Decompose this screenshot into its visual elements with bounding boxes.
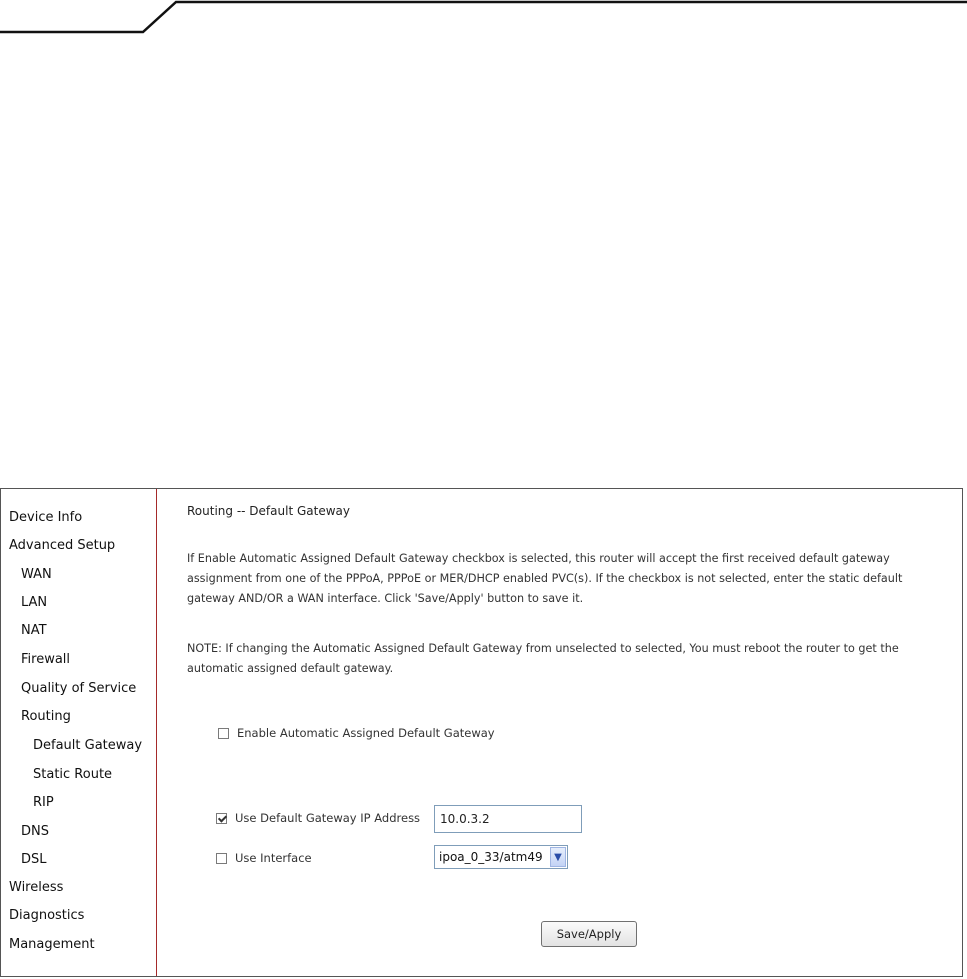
sidebar-item-firewall[interactable]: Firewall — [21, 652, 71, 667]
note-text — [187, 639, 962, 679]
note-line: NOTE: If changing the Automatic Assigned Default Gateway from unselected to selected, You must reboot the router to get the — [187, 642, 899, 655]
sidebar-item-nat[interactable]: NAT — [21, 623, 47, 638]
sidebar-item-lan[interactable]: LAN — [21, 595, 48, 610]
interface-select-value: ipoa_0_33/atm49 — [439, 850, 543, 864]
auto-gateway-checkbox[interactable] — [218, 728, 229, 739]
description-line: If Enable Automatic Assigned Default Gateway checkbox is selected, this router will accept the first received default gateway — [187, 552, 890, 565]
header-decoration — [0, 0, 967, 40]
interface-checkbox[interactable] — [216, 853, 227, 864]
auto-gateway-row — [218, 726, 495, 740]
sidebar-item-rip[interactable]: RIP — [33, 795, 54, 810]
gateway-ip-input[interactable] — [434, 805, 582, 833]
save-apply-button[interactable]: Save/Apply — [541, 921, 637, 947]
interface-select[interactable] — [434, 845, 568, 869]
interface-label: Use Interface — [235, 851, 312, 865]
auto-gateway-label: Enable Automatic Assigned Default Gateway — [237, 726, 495, 740]
sidebar-item-management[interactable]: Management — [9, 937, 95, 952]
sidebar-item-advanced-setup[interactable]: Advanced Setup — [9, 538, 116, 553]
sidebar-item-wireless[interactable]: Wireless — [9, 880, 64, 895]
description-line: assignment from one of the PPPoA, PPPoE or MER/DHCP enabled PVC(s). If the checkbox is not selected, enter the static default — [187, 572, 903, 585]
sidebar-item-dsl[interactable]: DSL — [21, 852, 47, 867]
sidebar-nav — [1, 489, 157, 976]
sidebar-item-default-gateway[interactable]: Default Gateway — [33, 738, 143, 753]
sidebar-item-quality-of-service[interactable]: Quality of Service — [21, 681, 137, 696]
router-config-panel — [0, 488, 963, 977]
sidebar-item-static-route[interactable]: Static Route — [33, 767, 113, 782]
page-title: Routing -- Default Gateway — [187, 504, 350, 518]
main-content — [158, 489, 962, 976]
sidebar-item-routing[interactable]: Routing — [21, 709, 71, 724]
sidebar-item-device-info[interactable]: Device Info — [9, 510, 83, 525]
gateway-ip-checkbox[interactable] — [216, 813, 227, 824]
sidebar-item-dns[interactable]: DNS — [21, 824, 49, 839]
description-line: gateway AND/OR a WAN interface. Click 'Save/Apply' button to save it. — [187, 592, 584, 605]
gateway-ip-row — [216, 811, 420, 825]
chevron-down-icon[interactable]: ▼ — [550, 847, 566, 867]
gateway-ip-label: Use Default Gateway IP Address — [235, 811, 421, 825]
interface-row — [216, 851, 312, 865]
sidebar-item-wan[interactable]: WAN — [21, 567, 52, 582]
sidebar-item-diagnostics[interactable]: Diagnostics — [9, 908, 85, 923]
description-text — [187, 549, 962, 609]
note-line: automatic assigned default gateway. — [187, 662, 394, 675]
